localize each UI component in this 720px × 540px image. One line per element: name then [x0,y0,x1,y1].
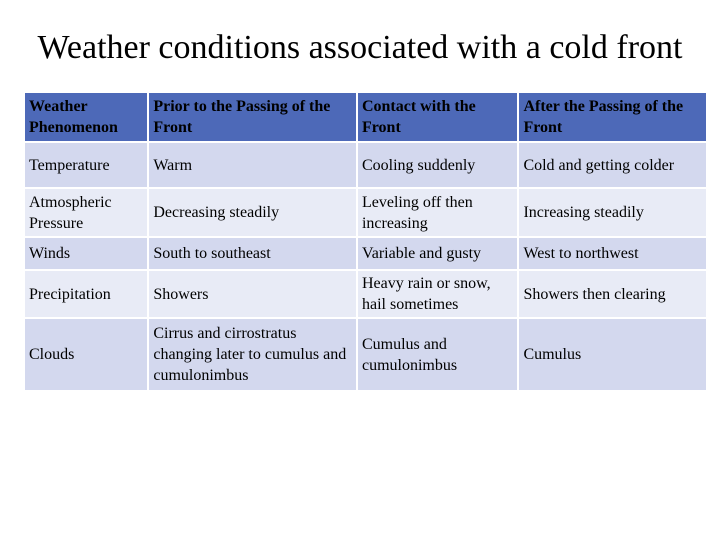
table-cell: Temperature [25,143,147,187]
table-cell: Precipitation [25,271,147,317]
table-cell: Showers [149,271,356,317]
table-row [25,189,706,236]
table-cell: Cumulus [519,319,706,390]
table-row [25,319,706,390]
header-cell-prior: Prior to the Passing of the Front [149,93,356,141]
slide-title: Weather conditions associated with a cold front [37,29,683,66]
table-cell: Cirrus and cirrostratus changing later to cumulus and cumulonimbus [149,319,356,390]
table-cell: Variable and gusty [358,238,517,269]
table-cell: Showers then clearing [519,271,706,317]
table-cell: West to northwest [519,238,706,269]
table-cell: Heavy rain or snow, hail sometimes [358,271,517,317]
table-cell: Winds [25,238,147,269]
table-cell: Atmospheric Pressure [25,189,147,236]
table-cell: Cold and getting colder [519,143,706,187]
table-cell: Decreasing steadily [149,189,356,236]
header-cell-contact: Contact with the Front [358,93,517,141]
table-cell: South to southeast [149,238,356,269]
table-cell: Clouds [25,319,147,390]
table-row [25,238,706,269]
header-cell-phenomenon: Weather Phenomenon [25,93,147,141]
table-cell: Cumulus and cumulonimbus [358,319,517,390]
weather-table [23,91,708,392]
table-cell: Increasing steadily [519,189,706,236]
table-cell: Cooling suddenly [358,143,517,187]
table-header-row [25,93,706,141]
header-cell-after: After the Passing of the Front [519,93,706,141]
table-row [25,271,706,317]
table-cell: Leveling off then increasing [358,189,517,236]
table-cell: Warm [149,143,356,187]
table-row [25,143,706,187]
